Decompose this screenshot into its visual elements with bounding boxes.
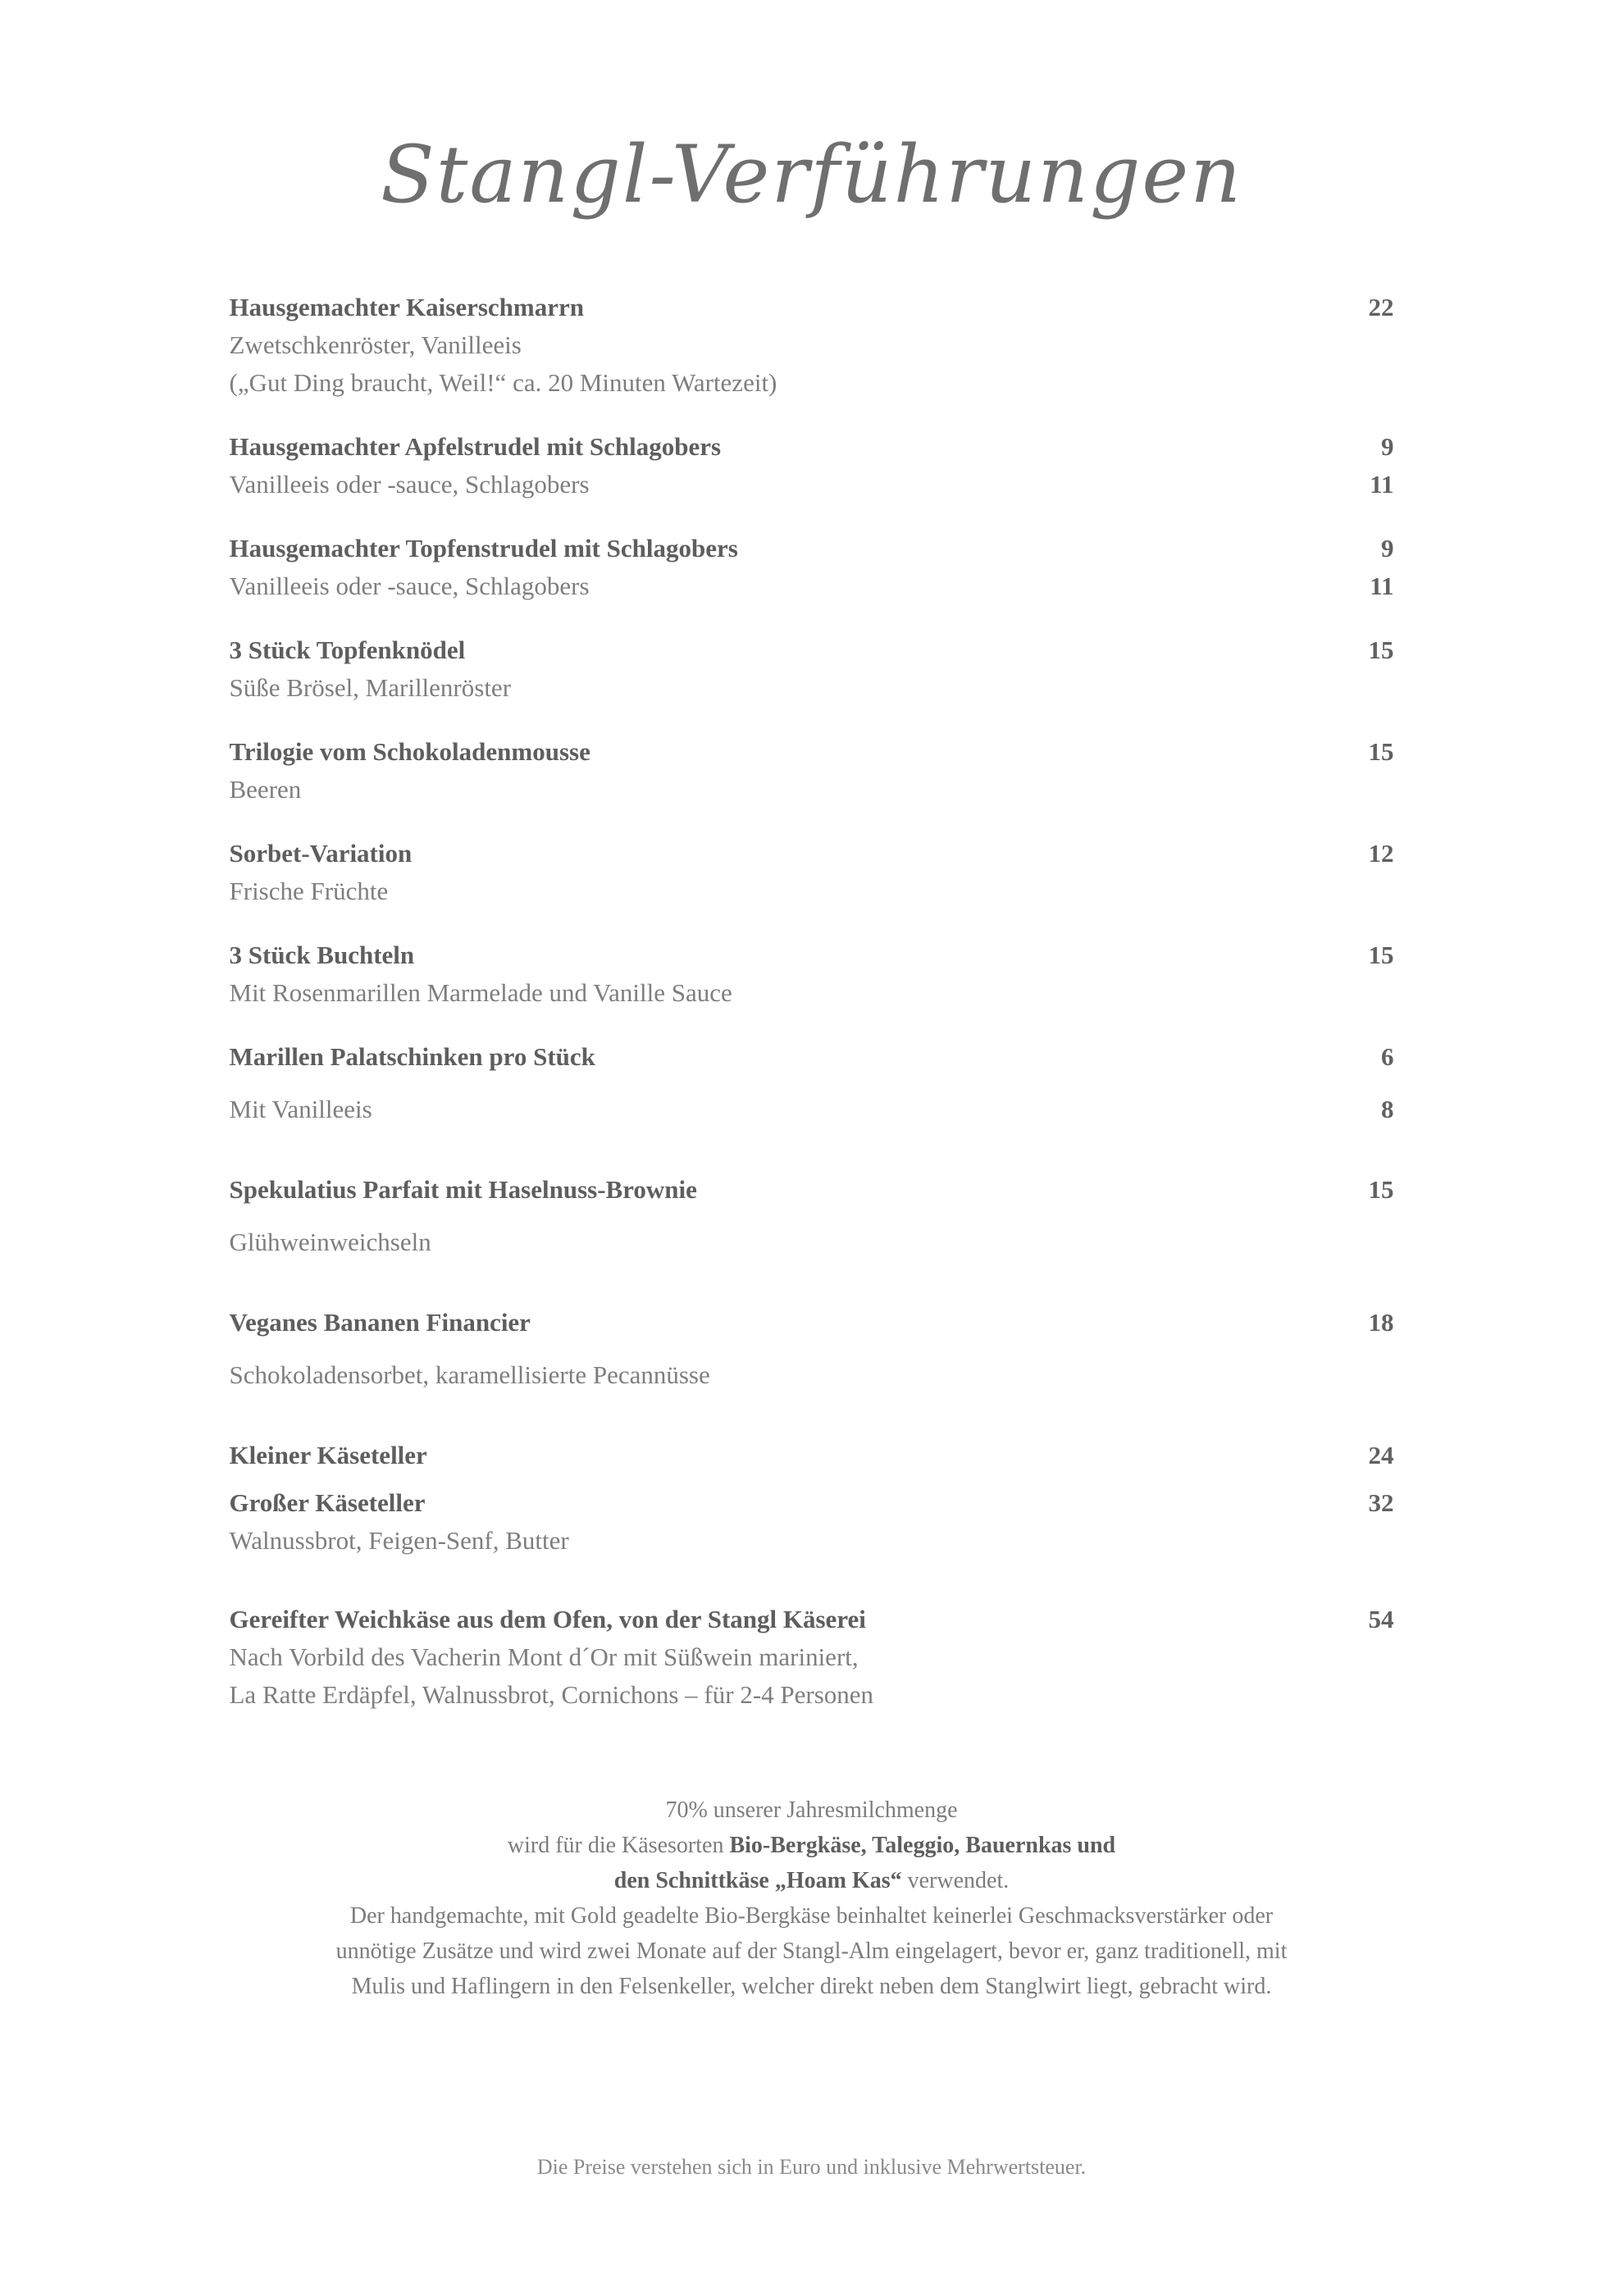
item-description-row <box>230 326 1394 364</box>
menu-item-gereifter-weichkaese <box>230 1601 1394 1714</box>
item-price: 6 <box>1381 1042 1394 1071</box>
item-price: 12 <box>1368 839 1394 868</box>
note-line: 70% unserer Jahresmilchmenge <box>665 1797 958 1823</box>
note-line: unnötige Zusätze und wird zwei Monate auf der Stangl-Alm eingelagert, bevor er, ganz traditionell, mit <box>335 1938 1288 1964</box>
item-description-row <box>230 974 1394 1012</box>
item-name: Hausgemachter Apfelstrudel mit Schlagobers <box>229 432 722 461</box>
note-line: Der handgemachte, mit Gold geadelte Bio-Bergkäse beinhaltet keinerlei Geschmacksverstärker oder <box>349 1903 1274 1929</box>
item-name-row <box>230 428 1394 466</box>
item-price: 22 <box>1368 293 1394 321</box>
item-description-row <box>230 1356 1394 1394</box>
item-description: Zwetschkenröster, Vanilleeis <box>229 330 522 359</box>
note-text: wird für die Käsesorten <box>507 1833 730 1858</box>
item-name: Trilogie vom Schokoladenmousse <box>229 737 590 766</box>
item-description: Mit Vanilleeis <box>229 1095 372 1123</box>
menu-item-kaeseteller <box>230 1437 1394 1560</box>
item-description: Mit Rosenmarillen Marmelade und Vanille Sauce <box>229 978 732 1007</box>
item-description-row <box>230 1522 1394 1560</box>
note-line <box>0 1828 1623 1863</box>
item-name: Hausgemachter Kaiserschmarrn <box>229 293 584 321</box>
item-description: Frische Früchte <box>229 877 389 905</box>
note-text: verwendet. <box>901 1868 1010 1893</box>
menu-item-palatschinken <box>230 1038 1394 1128</box>
item-description: La Ratte Erdäpfel, Walnussbrot, Cornichons – für 2-4 Personen <box>229 1680 874 1709</box>
note-text-bold: den Schnittkäse „Hoam Kas“ <box>613 1868 902 1893</box>
item-name: Gereifter Weichkäse aus dem Ofen, von der Stangl Käserei <box>229 1605 866 1633</box>
item-name: 3 Stück Buchteln <box>229 941 415 969</box>
item-description-row <box>230 872 1394 910</box>
item-name: 3 Stück Topfenknödel <box>229 636 466 664</box>
note-line <box>0 1863 1623 1898</box>
item-description: Glühweinweichseln <box>229 1228 431 1256</box>
item-price: 24 <box>1368 1441 1394 1469</box>
item-description-row <box>230 1091 1394 1128</box>
item-description-row <box>230 364 1394 402</box>
item-description: Beeren <box>229 775 302 804</box>
price-disclaimer: Die Preise verstehen sich in Euro und inklusive Mehrwertsteuer. <box>536 2155 1087 2179</box>
item-name-row <box>230 530 1394 567</box>
item-name: Veganes Bananen Financier <box>229 1308 531 1337</box>
note-line: Mulis und Haflingern in den Felsenkeller, welcher direkt neben dem Stanglwirt liegt, gebracht wird. <box>351 1974 1272 1999</box>
item-description-row <box>230 771 1394 809</box>
item-price: 54 <box>1368 1605 1394 1633</box>
item-description: Nach Vorbild des Vacherin Mont d´Or mit Süßwein mariniert, <box>229 1642 859 1671</box>
item-description-row <box>230 1223 1394 1261</box>
item-description: Schokoladensorbet, karamellisierte Pecannüsse <box>229 1360 710 1389</box>
item-description: („Gut Ding braucht, Weil!“ ca. 20 Minuten Wartezeit) <box>229 368 777 397</box>
item-description-row <box>230 669 1394 707</box>
menu-item-bananen-financier <box>230 1304 1394 1394</box>
menu-item-schokoladenmousse <box>230 733 1394 809</box>
item-price: 15 <box>1368 737 1394 766</box>
item-price: 8 <box>1381 1095 1394 1123</box>
item-name: Marillen Palatschinken pro Stück <box>229 1042 595 1071</box>
item-description: Vanilleeis oder -sauce, Schlagobers <box>229 470 590 499</box>
item-name: Großer Käseteller <box>229 1488 426 1517</box>
item-price: 15 <box>1368 941 1394 969</box>
item-name: Hausgemachter Topfenstrudel mit Schlagobers <box>229 534 738 563</box>
menu-item-apfelstrudel <box>230 428 1394 503</box>
menu-item-sorbet-variation <box>230 835 1394 910</box>
item-name-row <box>230 1484 1394 1522</box>
item-price: 9 <box>1381 432 1394 461</box>
item-name: Kleiner Käseteller <box>229 1441 427 1469</box>
item-name-row <box>230 733 1394 771</box>
item-name-row <box>230 936 1394 974</box>
menu-list <box>230 289 1394 1714</box>
item-price: 11 <box>1370 470 1394 499</box>
menu-item-kaiserschmarrn <box>230 289 1394 402</box>
item-description-row <box>230 567 1394 605</box>
item-name: Sorbet-Variation <box>229 839 413 868</box>
item-description: Walnussbrot, Feigen-Senf, Butter <box>229 1526 569 1555</box>
item-name-row <box>230 289 1394 326</box>
item-name-row <box>230 1437 1394 1474</box>
item-price: 11 <box>1370 572 1394 600</box>
page-title: Stangl-Verführungen <box>380 129 1243 221</box>
item-name-row <box>230 1304 1394 1342</box>
item-price: 18 <box>1368 1308 1394 1337</box>
item-description: Vanilleeis oder -sauce, Schlagobers <box>229 572 590 600</box>
menu-item-topfenstrudel <box>230 530 1394 605</box>
item-description-row <box>230 466 1394 503</box>
item-price: 9 <box>1381 534 1394 563</box>
cheese-note <box>0 1793 1623 2004</box>
item-price: 32 <box>1368 1488 1394 1517</box>
item-description: Süße Brösel, Marillenröster <box>229 673 512 702</box>
item-name-row <box>230 1038 1394 1076</box>
item-name: Spekulatius Parfait mit Haselnuss-Brownie <box>229 1175 697 1204</box>
item-description-row <box>230 1676 1394 1714</box>
item-name-row <box>230 1171 1394 1209</box>
menu-item-buchteln <box>230 936 1394 1012</box>
note-text-bold: Bio-Bergkäse, Taleggio, Bauernkas und <box>729 1833 1116 1858</box>
item-price: 15 <box>1368 636 1394 664</box>
item-name-row <box>230 835 1394 872</box>
menu-item-spekulatius-parfait <box>230 1171 1394 1261</box>
item-description-row <box>230 1638 1394 1676</box>
item-name-row <box>230 1601 1394 1638</box>
menu-item-topfenknoedel <box>230 631 1394 707</box>
item-name-row <box>230 631 1394 669</box>
item-price: 15 <box>1368 1175 1394 1204</box>
